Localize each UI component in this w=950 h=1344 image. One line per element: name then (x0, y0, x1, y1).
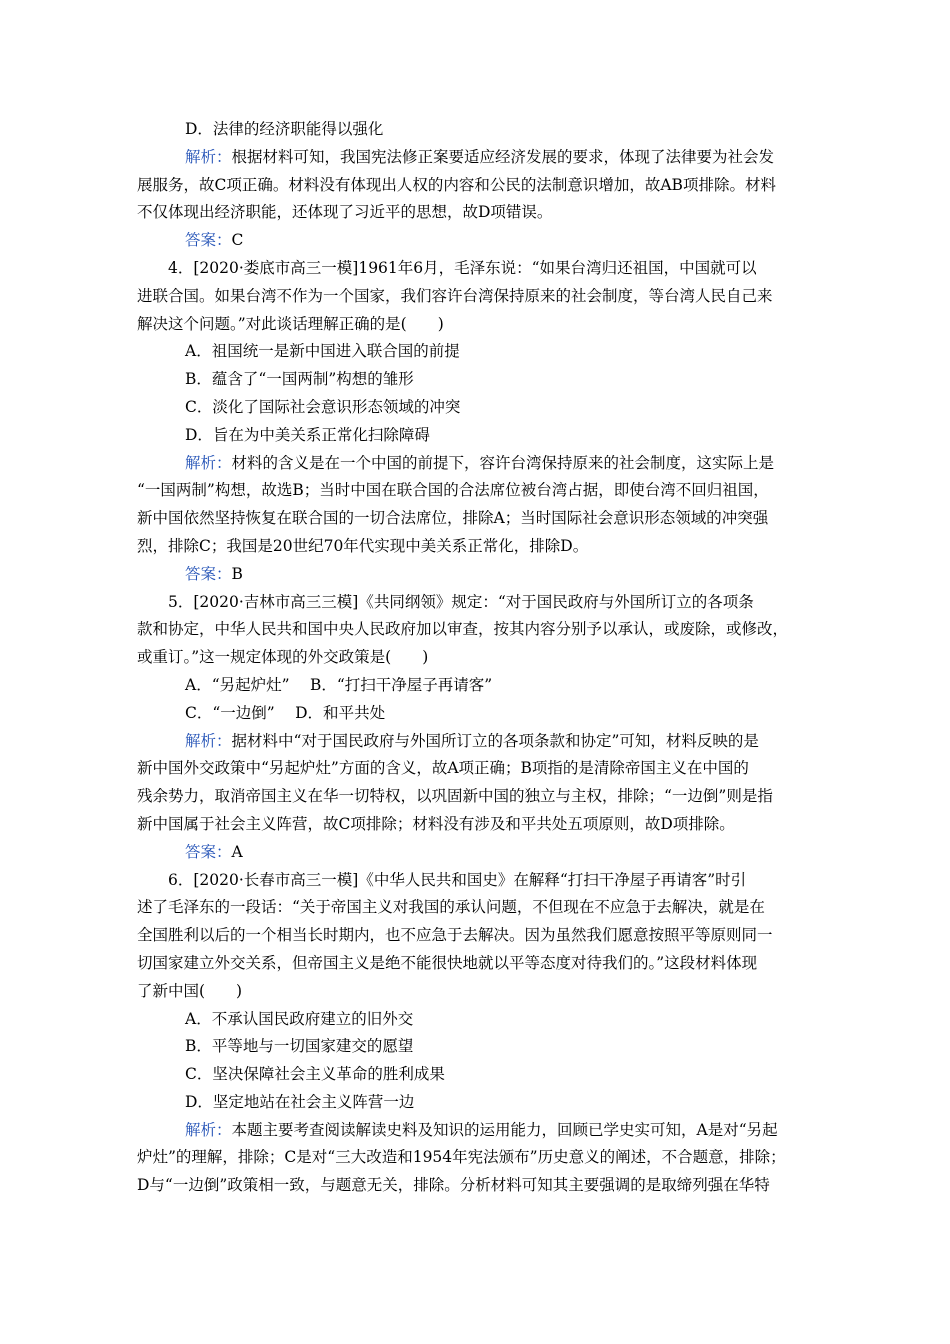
option-line: A．祖国统一是新中国进入联合国的前提 (185, 342, 460, 361)
line-text: 烈，排除C；我国是20世纪70年代实现中美关系正常化，排除D。 (137, 536, 589, 555)
text-line (137, 783, 817, 811)
line-text: 6．[2020·长春市高三一模]《中华人民共和国史》在解释“打扫干净屋子再请客”时引 (168, 870, 747, 889)
text-line (137, 505, 817, 533)
text-line (137, 199, 817, 227)
line-text: 残余势力，取消帝国主义在华一切特权，以巩固新中国的独立与主权，排除；“一边倒”则是指 (137, 787, 773, 806)
text-line (137, 450, 817, 478)
line-text: D与“一边倒”政策相一致，与题意无关，排除。分析材料可知其主要强调的是取缔列强在华特 (137, 1176, 770, 1195)
line-text: 新中国外交政策中“另起炉灶”方面的含义，故A项正确；B项指的是清除帝国主义在中国的 (137, 759, 749, 778)
text-line (137, 644, 817, 672)
text-line (137, 589, 817, 617)
option-line: C．“一边倒” D．和平共处 (185, 703, 386, 722)
analysis-paragraph (137, 1117, 817, 1200)
text-line (137, 1144, 817, 1172)
question-paragraph (137, 589, 817, 672)
line-text: 了新中国( ) (137, 981, 243, 1000)
line-text: 展服务，故C项正确。材料没有体现出人权的内容和公民的法制意识增加，故AB项排除。材料 (137, 175, 776, 194)
option-line: D．法律的经济职能得以强化 (185, 120, 384, 138)
line-text: 进联合国。如果台湾不作为一个国家，我们容许台湾保持原来的社会制度，等台湾人民自己来 (137, 286, 773, 305)
text-line (137, 616, 817, 644)
option-line: D．坚定地站在社会主义阵营一边 (185, 1092, 415, 1111)
line-text: 全国胜利以后的一个相当长时期内，也不应急于去解决。因为虽然我们愿意按照平等原则同一 (137, 926, 773, 945)
line-text: 述了毛泽东的一段话：“关于帝国主义对我国的承认问题，不但现在不应急于去解决，就是在 (137, 898, 765, 917)
option-line: B．平等地与一切国家建交的愿望 (185, 1037, 414, 1056)
text-line (137, 172, 817, 200)
analysis-label: 解析： (185, 147, 232, 166)
text-line (137, 283, 817, 311)
line-text: 切国家建立外交关系，但帝国主义是绝不能很快地就以平等态度对待我们的。”这段材料体现 (137, 953, 758, 972)
analysis-label: 解析： (185, 1120, 232, 1139)
text-line (137, 1117, 817, 1145)
text-line (137, 1172, 817, 1200)
analysis-paragraph (137, 728, 817, 839)
text-line (137, 978, 817, 1006)
line-text: 新中国依然坚持恢复在联合国的一切合法席位，排除A；当时国际社会意识形态领域的冲突强 (137, 509, 769, 528)
answer-label: 答案： (185, 564, 232, 583)
line-text: 根据材料可知，我国宪法修正案要适应经济发展的要求，体现了法律要为社会发 (231, 147, 775, 166)
answer-value: B (231, 564, 243, 583)
line-text: 或重订。”这一规定体现的外交政策是( ) (137, 648, 429, 667)
option-line: C．淡化了国际社会意识形态领域的冲突 (185, 397, 461, 416)
option-line: A．“另起炉灶” B．“打扫干净屋子再请客” (185, 675, 493, 694)
line-text: 5．[2020·吉林市高三三模]《共同纲领》规定：“对于国民政府与外国所订立的各项条 (168, 592, 754, 611)
text-line (137, 144, 817, 172)
analysis-label: 解析： (185, 731, 232, 750)
text-line (137, 922, 817, 950)
line-text: 新中国属于社会主义阵营，故C项排除；材料没有涉及和平共处五项原则，故D项排除。 (137, 814, 735, 833)
line-text: 不仅体现出经济职能，还体现了习近平的思想，故D项错误。 (137, 203, 553, 222)
line-text: 解决这个问题。”对此谈话理解正确的是( ) (137, 314, 444, 333)
answer-label: 答案： (185, 231, 232, 250)
question-paragraph (137, 255, 817, 338)
question-paragraph (137, 867, 817, 1006)
analysis-paragraph (137, 144, 817, 227)
answer-value: C (231, 231, 244, 250)
line-text: 材料的含义是在一个中国的前提下，容许台湾保持原来的社会制度，这实际上是 (231, 453, 775, 472)
line-text: 款和协定，中华人民共和国中央人民政府加以审查，按其内容分别予以承认，或废除，或修改， (137, 620, 789, 639)
text-line (137, 477, 817, 505)
analysis-paragraph (137, 450, 817, 561)
text-line (137, 755, 817, 783)
answer-label: 答案： (185, 842, 232, 861)
line-text: 4．[2020·娄底市高三一模]1961年6月，毛泽东说：“如果台湾归还祖国，中国就可以 (168, 258, 757, 277)
text-line (137, 867, 817, 895)
answer-line (137, 839, 817, 867)
line-text: 据材料中“对于国民政府与外国所订立的各项条款和协定”可知，材料反映的是 (231, 731, 759, 750)
text-line (137, 950, 817, 978)
line-text: 本题主要考查阅读解读史料及知识的运用能力，回顾已学史实可知，A是对“另起 (231, 1120, 778, 1139)
line-text: 炉灶”的理解，排除；C是对“三大改造和1954年宪法颁布”历史意义的阐述，不合题意，排除； (137, 1148, 786, 1167)
text-line (137, 533, 817, 561)
text-line (137, 728, 817, 756)
line-text: “一国两制”构想，故选B；当时中国在联合国的合法席位被台湾占据，即使台湾不回归祖国， (137, 481, 769, 500)
text-line (137, 811, 817, 839)
option-line: A．不承认国民政府建立的旧外交 (185, 1009, 414, 1028)
answer-line (137, 561, 817, 589)
document-body (137, 116, 817, 1200)
text-line (137, 311, 817, 339)
option-line: D．旨在为中美关系正常化扫除障碍 (185, 425, 430, 444)
answer-value: A (231, 842, 243, 861)
option-line: B．蕴含了“一国两制”构想的雏形 (185, 370, 414, 389)
answer-line (137, 227, 817, 255)
option-line: C．坚决保障社会主义革命的胜利成果 (185, 1065, 445, 1084)
analysis-label: 解析： (185, 453, 232, 472)
text-line (137, 255, 817, 283)
text-line (137, 894, 817, 922)
